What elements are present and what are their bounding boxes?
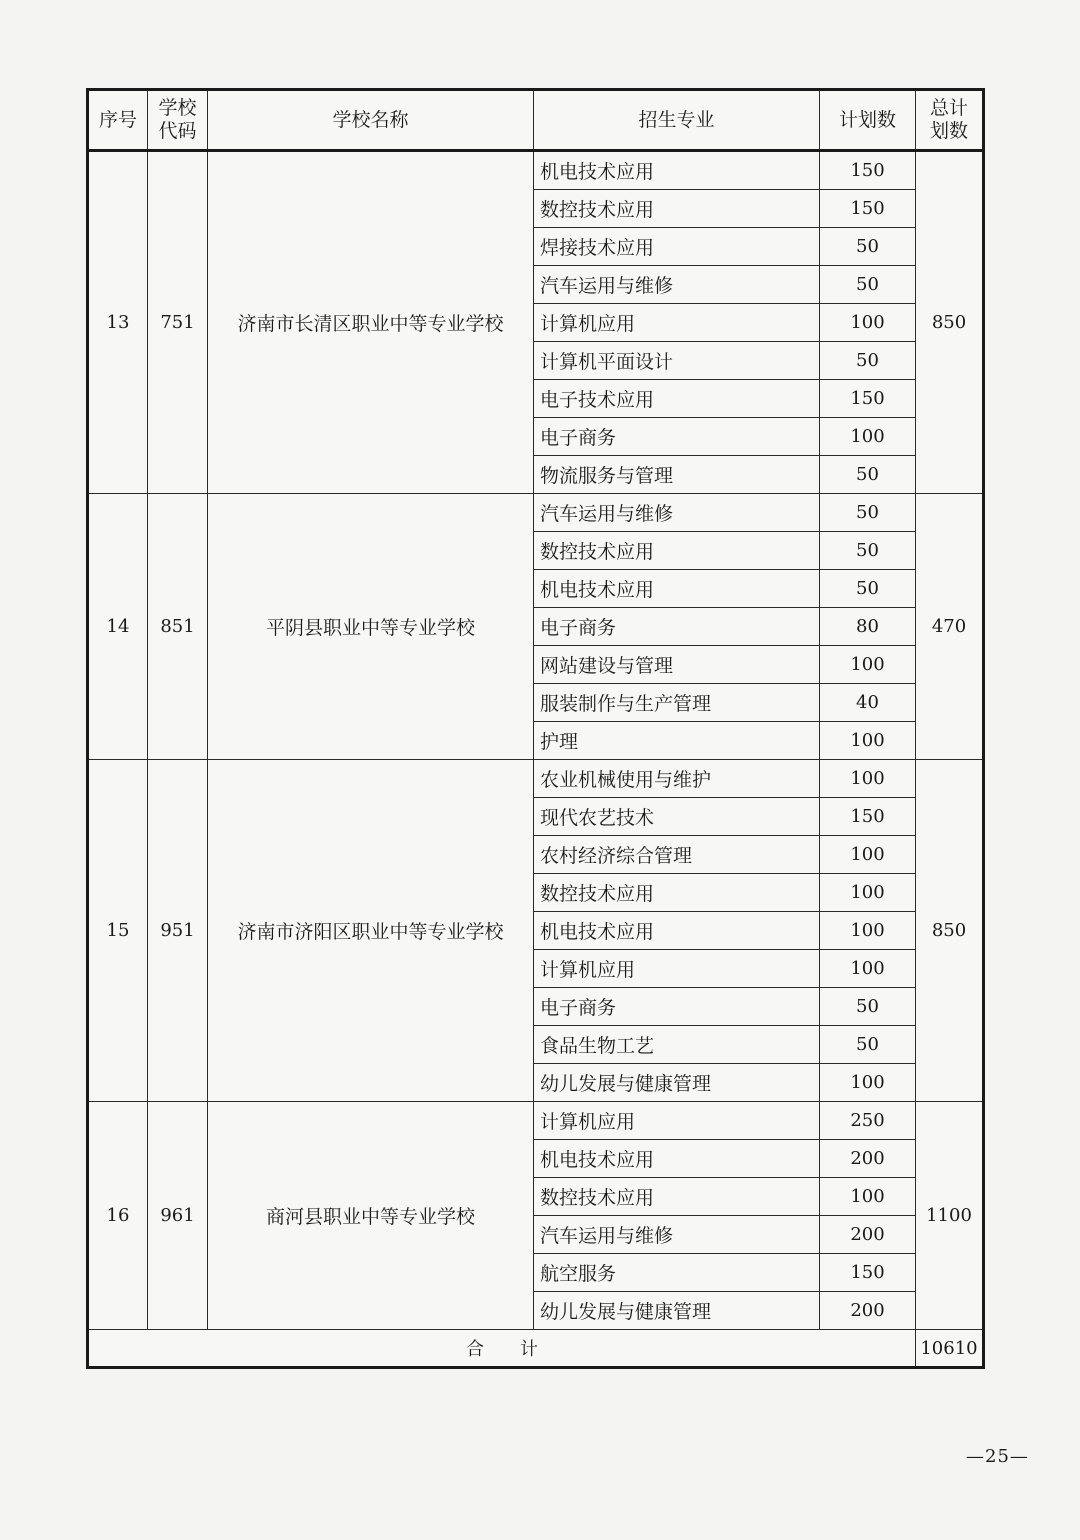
major-name: 物流服务与管理 (534, 456, 820, 494)
table-header-row (88, 90, 984, 151)
grand-total-row (88, 1330, 984, 1368)
major-plan-count: 50 (820, 494, 916, 532)
school-name: 平阴县职业中等专业学校 (208, 494, 534, 760)
major-name: 机电技术应用 (534, 912, 820, 950)
major-plan-count: 100 (820, 418, 916, 456)
major-name: 农村经济综合管理 (534, 836, 820, 874)
major-plan-count: 50 (820, 532, 916, 570)
header-total (916, 90, 984, 151)
header-major: 招生专业 (534, 90, 820, 151)
major-name: 计算机应用 (534, 304, 820, 342)
major-name: 数控技术应用 (534, 190, 820, 228)
header-plan: 计划数 (820, 90, 916, 151)
header-code (148, 90, 208, 151)
major-plan-count: 50 (820, 988, 916, 1026)
major-plan-count: 150 (820, 1254, 916, 1292)
major-name: 计算机应用 (534, 950, 820, 988)
major-plan-count: 100 (820, 912, 916, 950)
major-plan-count: 100 (820, 1178, 916, 1216)
major-plan-count: 40 (820, 684, 916, 722)
major-name: 机电技术应用 (534, 151, 820, 190)
major-plan-count: 100 (820, 836, 916, 874)
table-body (88, 151, 984, 1368)
major-plan-count: 200 (820, 1140, 916, 1178)
major-name: 电子商务 (534, 988, 820, 1026)
table-row (88, 760, 984, 798)
major-name: 计算机应用 (534, 1102, 820, 1140)
major-plan-count: 50 (820, 228, 916, 266)
major-name: 计算机平面设计 (534, 342, 820, 380)
major-name: 数控技术应用 (534, 1178, 820, 1216)
school-name: 济南市济阳区职业中等专业学校 (208, 760, 534, 1102)
major-name: 汽车运用与维修 (534, 494, 820, 532)
major-name: 电子技术应用 (534, 380, 820, 418)
header-seq: 序号 (88, 90, 148, 151)
major-name: 汽车运用与维修 (534, 266, 820, 304)
major-plan-count: 100 (820, 722, 916, 760)
school-code: 751 (148, 151, 208, 494)
table-row (88, 494, 984, 532)
school-code: 961 (148, 1102, 208, 1330)
major-plan-count: 100 (820, 646, 916, 684)
major-name: 网站建设与管理 (534, 646, 820, 684)
major-name: 护理 (534, 722, 820, 760)
major-plan-count: 50 (820, 342, 916, 380)
school-seq: 15 (88, 760, 148, 1102)
school-seq: 13 (88, 151, 148, 494)
enrollment-plan-table (86, 88, 985, 1369)
major-plan-count: 200 (820, 1216, 916, 1254)
major-name: 食品生物工艺 (534, 1026, 820, 1064)
table-row (88, 151, 984, 190)
school-total: 1100 (916, 1102, 984, 1330)
school-total: 470 (916, 494, 984, 760)
header-total-text: 总计 划数 (929, 97, 968, 142)
school-seq: 14 (88, 494, 148, 760)
school-seq: 16 (88, 1102, 148, 1330)
major-name: 现代农艺技术 (534, 798, 820, 836)
major-plan-count: 80 (820, 608, 916, 646)
school-code: 951 (148, 760, 208, 1102)
major-name: 电子商务 (534, 418, 820, 456)
grand-total-value: 10610 (916, 1330, 984, 1368)
grand-total-label: 合 计 (88, 1330, 916, 1368)
school-name: 济南市长清区职业中等专业学校 (208, 151, 534, 494)
major-plan-count: 50 (820, 1026, 916, 1064)
major-plan-count: 50 (820, 456, 916, 494)
major-plan-count: 100 (820, 1064, 916, 1102)
major-plan-count: 250 (820, 1102, 916, 1140)
header-school-name: 学校名称 (208, 90, 534, 151)
major-name: 幼儿发展与健康管理 (534, 1292, 820, 1330)
major-plan-count: 100 (820, 304, 916, 342)
header-code-text: 学校 代码 (158, 97, 197, 142)
major-name: 农业机械使用与维护 (534, 760, 820, 798)
major-plan-count: 100 (820, 950, 916, 988)
major-name: 汽车运用与维修 (534, 1216, 820, 1254)
major-name: 数控技术应用 (534, 532, 820, 570)
school-name: 商河县职业中等专业学校 (208, 1102, 534, 1330)
major-name: 电子商务 (534, 608, 820, 646)
major-plan-count: 100 (820, 874, 916, 912)
school-total: 850 (916, 760, 984, 1102)
major-name: 焊接技术应用 (534, 228, 820, 266)
school-total: 850 (916, 151, 984, 494)
major-plan-count: 150 (820, 151, 916, 190)
major-plan-count: 150 (820, 380, 916, 418)
school-code: 851 (148, 494, 208, 760)
major-name: 服装制作与生产管理 (534, 684, 820, 722)
major-name: 机电技术应用 (534, 1140, 820, 1178)
major-name: 数控技术应用 (534, 874, 820, 912)
page-number: —25— (966, 1446, 1029, 1467)
major-plan-count: 50 (820, 266, 916, 304)
major-plan-count: 50 (820, 570, 916, 608)
major-plan-count: 150 (820, 798, 916, 836)
major-plan-count: 200 (820, 1292, 916, 1330)
major-name: 机电技术应用 (534, 570, 820, 608)
major-plan-count: 150 (820, 190, 916, 228)
table-row (88, 1102, 984, 1140)
major-plan-count: 100 (820, 760, 916, 798)
major-name: 航空服务 (534, 1254, 820, 1292)
major-name: 幼儿发展与健康管理 (534, 1064, 820, 1102)
